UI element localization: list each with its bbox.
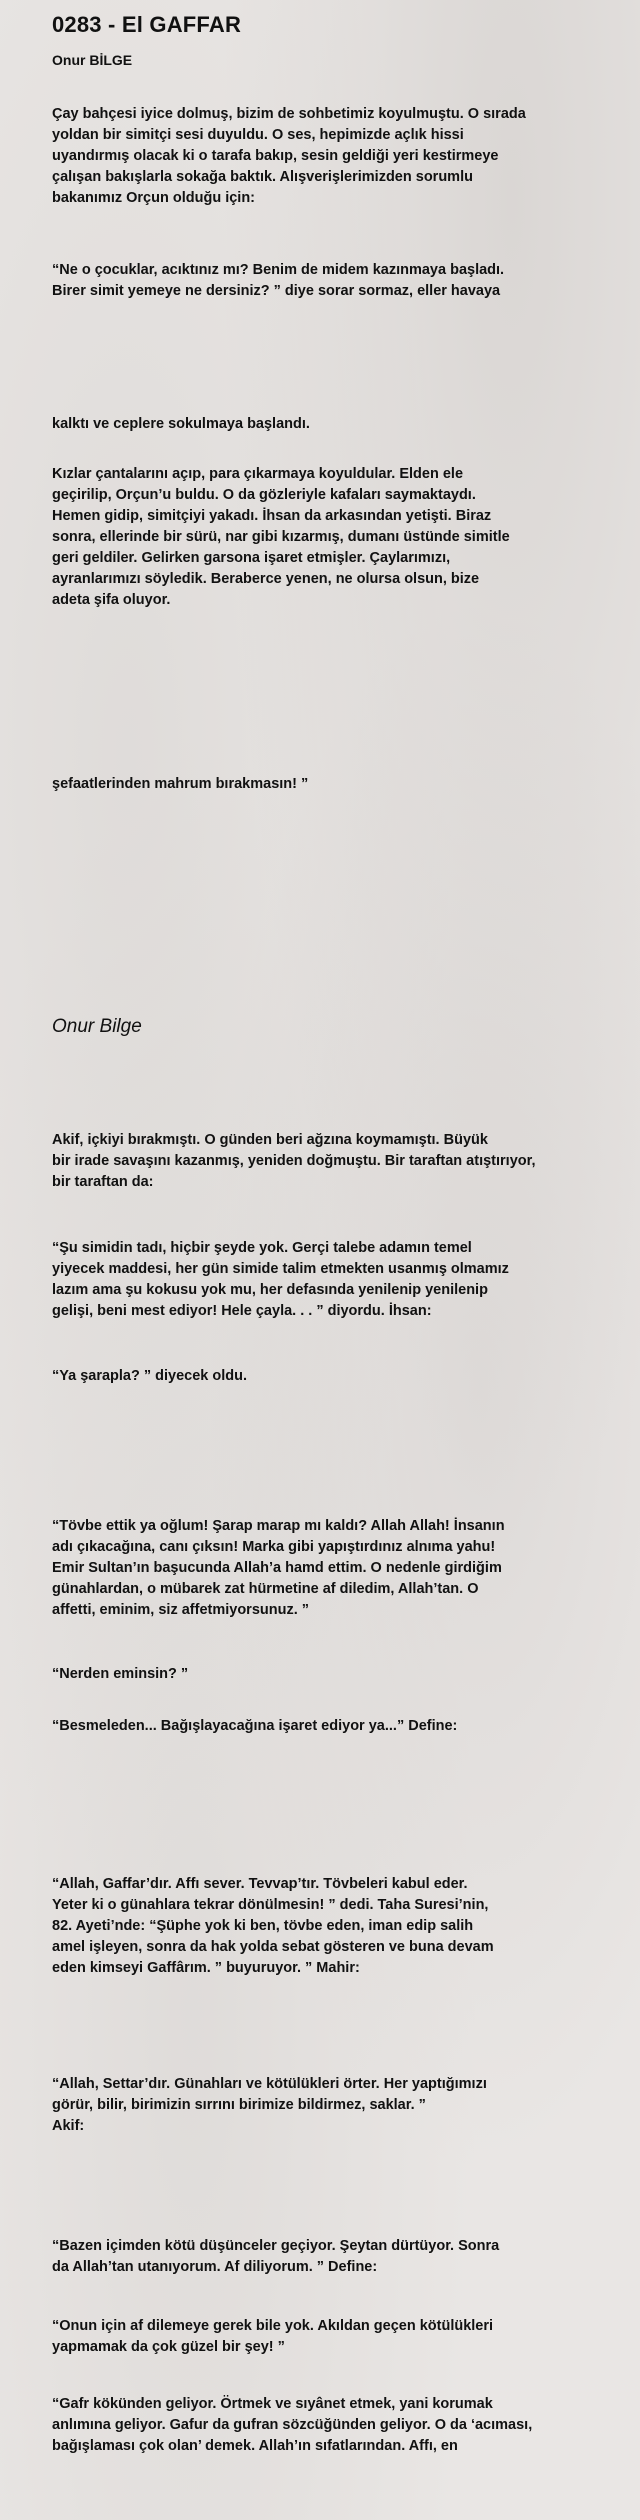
paragraph-8: “Ya şarapla? ” diyecek oldu. (52, 1368, 248, 1384)
paragraph-7: “Şu simidin tadı, hiçbir şeyde yok. Gerçi talebe adamın temel yiyecek maddesi, her gün simide talim etmekten usanmış olmamız lazım ama şu kokusu yok mu, her defasında yenilenip yenilenip gelişi, beni mest ediyor! Hele çayla. . . ” diyordu. İhsan: (52, 1240, 509, 1319)
signature: Onur Bilge (52, 1016, 142, 1037)
paragraph-2: “Ne o çocuklar, acıktınız mı? Benim de midem kazınmaya başladı. Birer simit yemeye ne dersiniz? ” diye sorar sormaz, eller havaya (52, 262, 505, 299)
paragraph-3: kalktı ve ceplere sokulmaya başlandı. (52, 416, 310, 432)
paragraph-10: “Nerden eminsin? ” (52, 1666, 189, 1682)
paragraph-13: “Allah, Settar’dır. Günahları ve kötülükleri örter. Her yaptığımızı görür, bilir, birimizin sırrını birimize bildirmez, saklar. ” Akif: (52, 2076, 487, 2134)
paragraph-1: Çay bahçesi iyice dolmuş, bizim de sohbetimiz koyulmuştu. O sırada yoldan bir simitçi sesi duyuldu. O ses, hepimizde açlık hissi uyandırmış olacak ki o tarafa bakıp, sesin geldiği yeri kestirmeye çalışan bakışlarla sokağa baktık. Alışverişlerimizden sorumlu bakanımız Orçun olduğu için: (52, 106, 526, 206)
paragraph-5: şefaatlerinden mahrum bırakmasın! ” (52, 776, 309, 792)
paragraph-14: “Bazen içimden kötü düşünceler geçiyor. Şeytan dürtüyor. Sonra da Allah’tan utanıyorum. Af diliyorum. ” Define: (52, 2238, 500, 2275)
author-name: Onur BİLGE (52, 52, 133, 68)
document-title: 0283 - El GAFFAR (52, 12, 242, 37)
paragraph-4: Kızlar çantalarını açıp, para çıkarmaya koyuldular. Elden ele geçirilip, Orçun’u buldu. O da gözleriyle kafaları saymaktaydı. Hemen gidip, simitçiyi yakadı. İhsan da arkasından yetişti. Biraz sonra, ellerinde bir sürü, nar gibi kızarmış, dumanı üstünde simitle geri geldiler. Gelirken garsona işaret etmişler. Çaylarımızı, ayranlarımızı söyledik. Beraberce yenen, ne olursa olsun, bize adeta şifa oluyor. (52, 466, 510, 608)
paragraph-6: Akif, içkiyi bırakmıştı. O günden beri ağzına koymamıştı. Büyük bir irade savaşını kazanmış, yeniden doğmuştu. Bir taraftan atıştırıyor, bir taraftan da: (52, 1132, 536, 1190)
paragraph-12: “Allah, Gaffar’dır. Affı sever. Tevvap’tır. Tövbeleri kabul eder. Yeter ki o günahlara tekrar dönülmesin! ” dedi. Taha Suresi’nin, 82. Ayeti’nde: “Şüphe yok ki ben, tövbe eden, iman edip salih amel işleyen, sonra da hak yolda sebat gösteren ve buna devam eden kimseyi Gaffârım. ” buyuruyor. ” Mahir: (52, 1876, 494, 1976)
paragraph-15: “Onun için af dilemeye gerek bile yok. Akıldan geçen kötülükleri yapmamak da çok güzel bir şey! ” (52, 2318, 494, 2355)
paragraph-9: “Tövbe ettik ya oğlum! Şarap marap mı kaldı? Allah Allah! İnsanın adı çıkacağına, canı çıksın! Marka gibi yapıştırdınız alnıma yahu! Emir Sultan’ın başucunda Allah’a hamd ettim. O nedenle girdiğim günahlardan, o mübarek zat hürmetine af diledim, Allah’tan. O affetti, eminim, siz affetmiyorsunuz. ” (52, 1518, 505, 1618)
paragraph-11: “Besmeleden... Bağışlayacağına işaret ediyor ya...” Define: (52, 1718, 458, 1734)
paragraph-16: “Gafr kökünden geliyor. Örtmek ve sıyânet etmek, yani korumak anlımına geliyor. Gafur da gufran sözcüğünden geliyor. O da ‘acıması, bağışlaması çok olan’ demek. Allah’ın sıfatlarından. Affı, en (52, 2396, 533, 2454)
